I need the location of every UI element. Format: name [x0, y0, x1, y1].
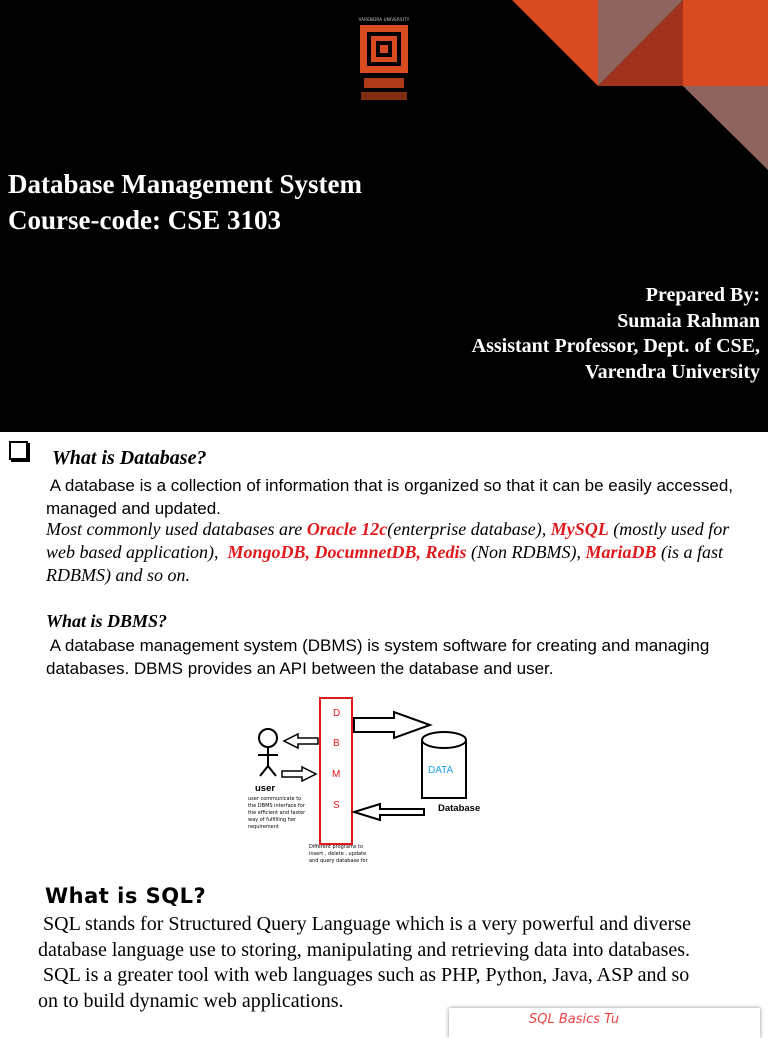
data-label: DATA [428, 765, 454, 776]
dbms-definition [46, 634, 758, 680]
sql-heading: What is SQL? [45, 884, 207, 908]
sql-basics-script-text: SQL Basics Tu [529, 1012, 620, 1027]
nosql-note: (Non RDBMS), [466, 542, 586, 562]
university-logo [358, 18, 410, 104]
user-note-line: way of fulfilling her [248, 817, 296, 823]
mariadb-note: (is a fast RDBMS) and so on. [46, 542, 728, 585]
prepared-by-block [472, 283, 760, 385]
user-note-line: user communicate to [248, 796, 302, 802]
database-definition-line2: managed and updated. [46, 499, 221, 518]
mysql-note: (mostly used for web based application), [46, 519, 734, 562]
dbms-letter-s: S [333, 800, 340, 811]
nosql-highlight: MongoDB, DocumnetDB, Redis [227, 542, 467, 562]
prepared-by-label: Prepared By: [645, 284, 760, 306]
brown-lower-triangle [683, 86, 768, 170]
dbms-letter-d: D [333, 708, 341, 719]
university-logo-text: VARENDRA UNIVERSITY [358, 17, 410, 22]
author-name: Sumaia Rahman [617, 309, 760, 332]
sql-line4: on to build dynamic web applications. [38, 989, 344, 1012]
sql-basics-thumbnail [449, 1008, 760, 1038]
arrow-dbms-to-user-icon [284, 734, 318, 748]
arrow-user-to-dbms-icon [282, 767, 316, 781]
orange-square [683, 0, 768, 86]
user-stick-figure-icon [258, 729, 278, 776]
user-label: user [255, 783, 276, 794]
oracle-note: (enterprise database), [387, 519, 551, 539]
user-note-line: requirement [248, 824, 279, 830]
database-definition-line1: A database is a collection of information that is organized so that it can be easily accessed, [46, 476, 734, 495]
programs-note-line: and query database for [309, 858, 368, 864]
dbms-definition-line1: A database management system (DBMS) is system software for creating and managing [46, 636, 710, 655]
dbms-definition-line2: databases. DBMS provides an API between the database and user. [46, 659, 554, 678]
programs-note-line: Different programs to [309, 844, 364, 850]
user-note [248, 796, 320, 831]
dbms-diagram [240, 694, 500, 870]
database-label: Database [438, 803, 481, 814]
dbms-letter-m: M [332, 769, 341, 780]
course-title-line1: Database Management System [8, 169, 362, 199]
examples-prefix: Most commonly used databases are [46, 519, 307, 539]
programs-note-line: insert , delete , update [309, 851, 367, 857]
author-institution: Varendra University [585, 360, 760, 383]
user-note-line: the DBMS interface for [248, 803, 305, 809]
dbms-letter-b: B [333, 738, 340, 749]
arrow-dbms-to-database-icon [354, 712, 430, 738]
database-definition [46, 474, 758, 520]
orange-triangle [512, 0, 598, 86]
title-slide [0, 0, 768, 432]
course-code: Course-code: CSE 3103 [8, 205, 281, 235]
sql-line3: SQL is a greater tool with web languages such as PHP, Python, Java, ASP and so [38, 964, 690, 986]
sql-definition [38, 912, 758, 1014]
oracle-highlight: Oracle 12c [306, 519, 388, 539]
programs-note [309, 844, 389, 865]
sql-line2: database language use to storing, manipulating and retrieving data into databases. [38, 938, 691, 961]
mysql-highlight: MySQL [550, 519, 609, 539]
arrow-database-to-dbms-icon [354, 804, 424, 820]
course-title [8, 166, 362, 238]
dbms-heading: What is DBMS? [46, 611, 168, 631]
user-note-line: the efficient and faster [248, 810, 306, 816]
database-examples [46, 518, 758, 587]
mariadb-highlight: MariaDB [585, 542, 657, 562]
checkbox-bullet-icon [9, 441, 28, 460]
author-designation: Assistant Professor, Dept. of CSE, [471, 335, 760, 357]
database-heading: What is Database? [52, 447, 207, 469]
sql-line1: SQL stands for Structured Query Language which is a very powerful and diverse [38, 913, 691, 935]
